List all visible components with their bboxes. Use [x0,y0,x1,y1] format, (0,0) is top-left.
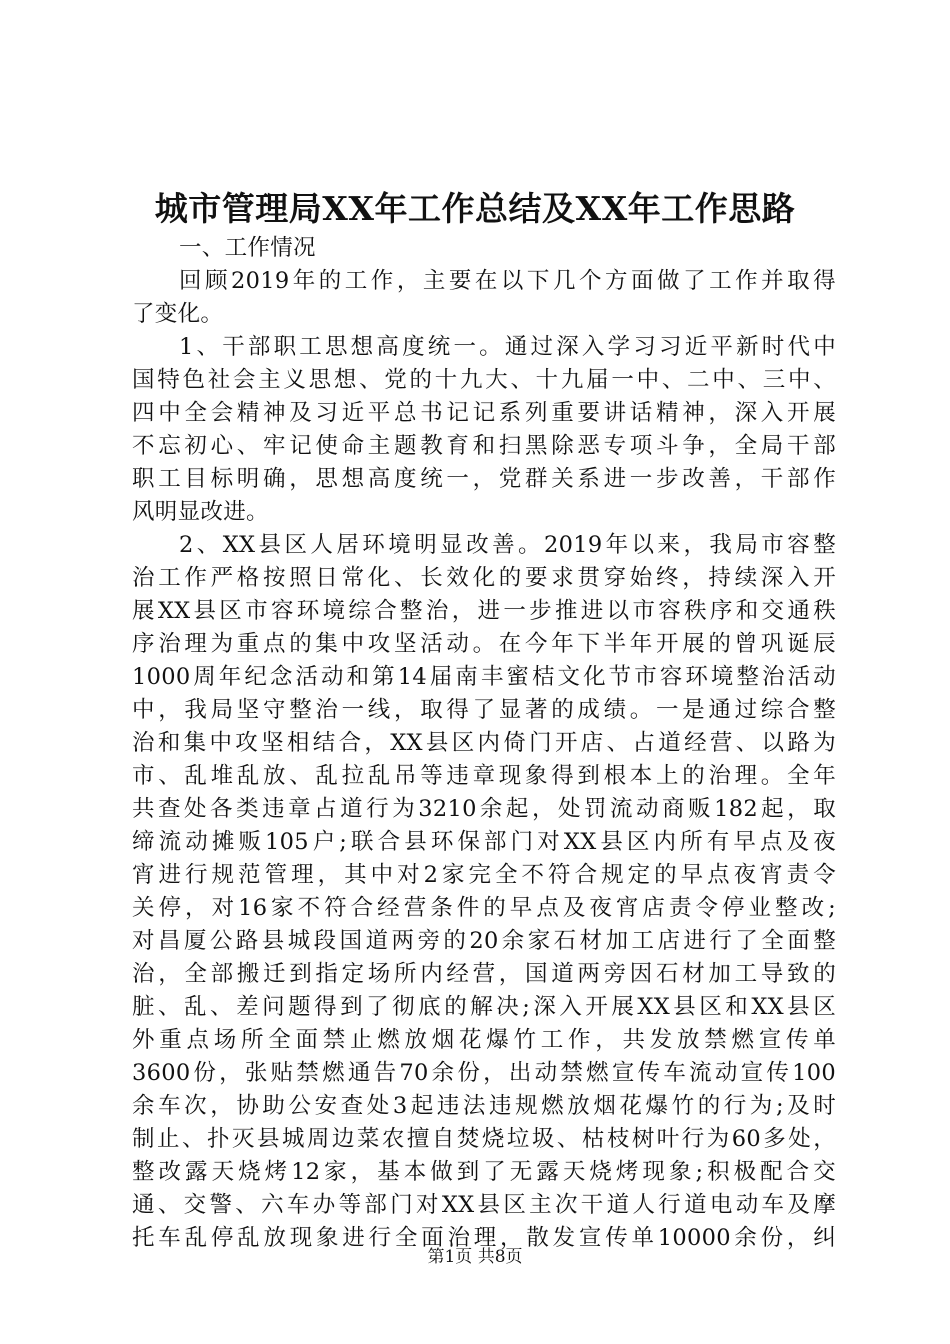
text-line: 外重点场所全面禁止燃放烟花爆竹工作，共发放禁燃宣传单 [132,1027,836,1053]
text-line: 治工作严格按照日常化、长效化的要求贯穿始终，持续深入开 [132,565,836,591]
text-line: 序治理为重点的集中攻坚活动。在今年下半年开展的曾巩诞辰 [132,631,836,657]
document-title: 城市管理局XX年工作总结及XX年工作思路 [154,189,796,228]
text-line: 治，全部搬迁到指定场所内经营，国道两旁因石材加工导致的 [132,961,836,987]
text-line: 职工目标明确，思想高度统一，党群关系进一步改善，干部作 [132,466,836,492]
text-line: 制止、扑灭县城周边菜农擅自焚烧垃圾、枯枝树叶行为60多处， [132,1126,836,1152]
text-line: 3600份，张贴禁燃通告70余份，出动禁燃宣传车流动宣传100 [132,1060,836,1086]
text-line: 托车乱停乱放现象进行全面治理，散发宣传单10000余份，纠 [132,1225,836,1251]
text-line: 宵进行规范管理，其中对2家完全不符合规定的早点夜宵责令 [132,862,836,888]
text-line: 2、XX县区人居环境明显改善。2019年以来，我局市容整 [179,532,836,558]
text-line: 了变化。 [132,301,224,327]
text-line: 风明显改进。 [132,499,269,525]
text-line: 展XX县区市容环境综合整治，进一步推进以市容秩序和交通秩 [132,598,836,624]
text-line: 一、工作情况 [179,235,316,261]
text-line: 中，我局坚守整治一线，取得了显著的成绩。一是通过综合整 [132,697,836,723]
text-line: 对昌厦公路县城段国道两旁的20余家石材加工店进行了全面整 [132,928,836,954]
text-line: 1、干部职工思想高度统一。通过深入学习习近平新时代中 [179,334,836,360]
text-line: 回顾2019年的工作，主要在以下几个方面做了工作并取得 [179,268,836,294]
text-line: 市、乱堆乱放、乱拉乱吊等违章现象得到根本上的治理。全年 [132,763,836,789]
text-line: 治和集中攻坚相结合，XX县区内倚门开店、占道经营、以路为 [132,730,836,756]
text-line: 1000周年纪念活动和第14届南丰蜜桔文化节市容环境整治活动 [132,664,836,690]
text-line: 国特色社会主义思想、党的十九大、十九届一中、二中、三中、 [132,367,836,393]
text-line: 关停，对16家不符合经营条件的早点及夜宵店责令停业整改; [132,895,836,921]
text-line: 缔流动摊贩105户;联合县环保部门对XX县区内所有早点及夜 [132,829,836,855]
text-line: 四中全会精神及习近平总书记记系列重要讲话精神，深入开展 [132,400,836,426]
document-body [132,232,836,1255]
text-line: 不忘初心、牢记使命主题教育和扫黑除恶专项斗争，全局干部 [132,433,836,459]
text-line: 共查处各类违章占道行为3210余起，处罚流动商贩182起，取 [132,796,836,822]
text-line: 余车次，协助公安查处3起违法违规燃放烟花爆竹的行为;及时 [132,1093,836,1119]
text-line: 整改露天烧烤12家，基本做到了无露天烧烤现象;积极配合交 [132,1159,836,1185]
text-line: 脏、乱、差问题得到了彻底的解决;深入开展XX县区和XX县区 [132,994,836,1020]
page-footer: 第1页 共8页 [427,1247,523,1267]
text-line: 通、交警、六车办等部门对XX县区主次干道人行道电动车及摩 [132,1192,836,1218]
